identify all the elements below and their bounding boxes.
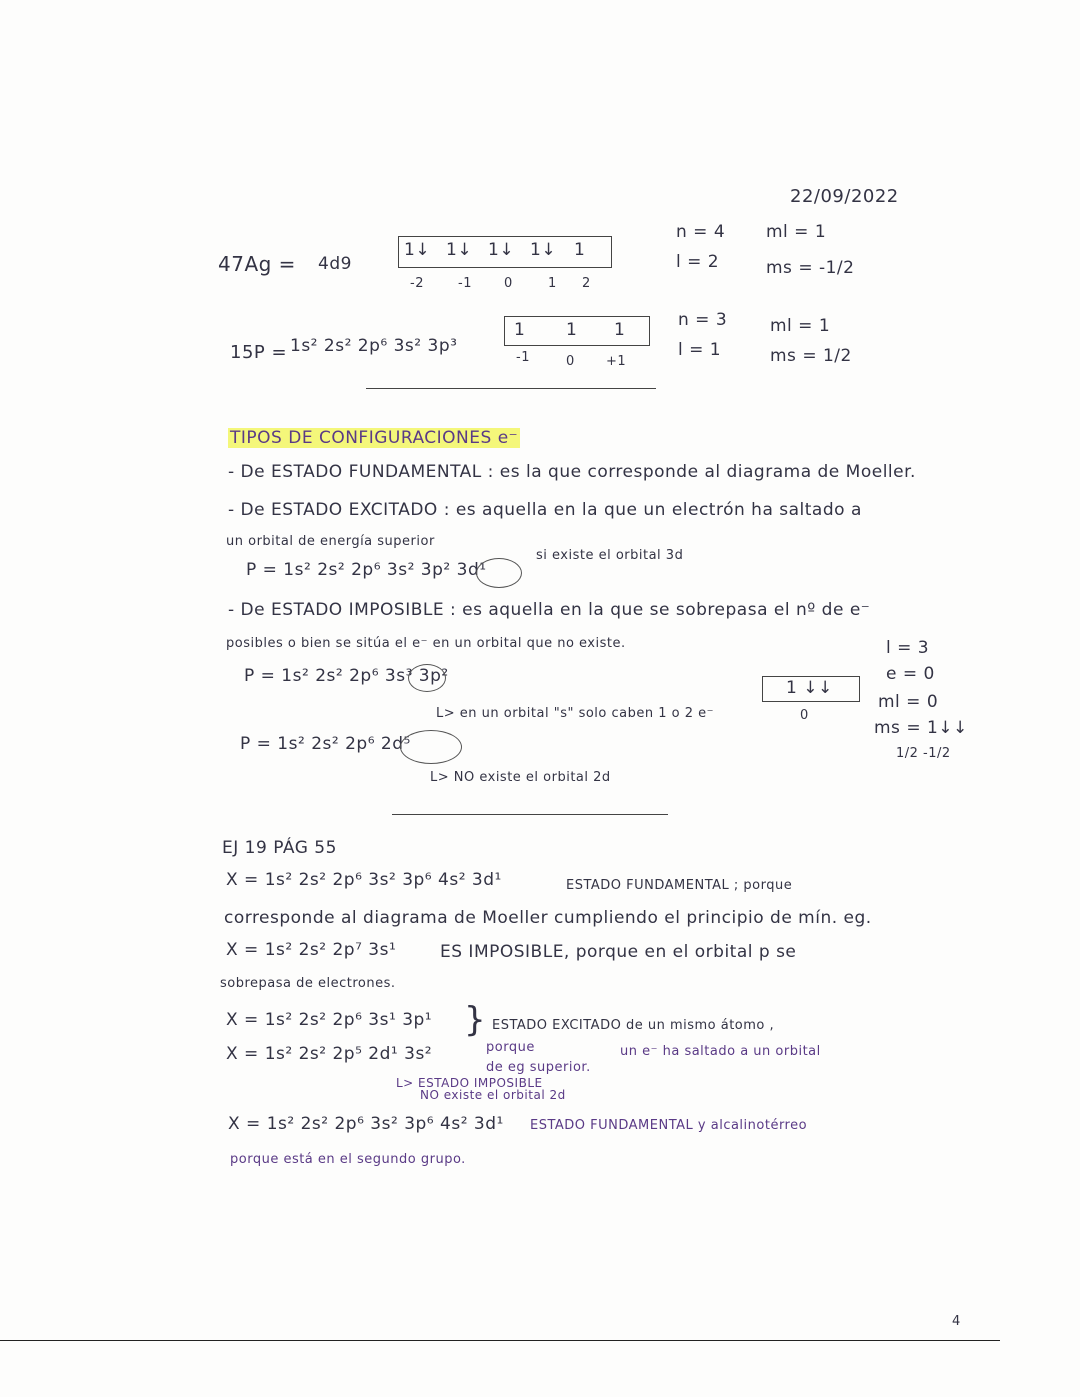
ag-box-1: 1↓ [404,240,431,260]
impossible-definition-1: - De ESTADO IMPOSIBLE : es aquella en la que se sobrepasa el nº de e⁻ [228,600,871,620]
p-box-2: 1 [566,320,578,340]
ex-line6-porque: porque [486,1040,535,1055]
circle-3d [476,558,522,588]
ex-line7: de eg superior. [486,1060,591,1075]
ex-line3-state: ES IMPOSIBLE, porque en el orbital p se [440,942,797,962]
ag-n: n = 4 [676,222,726,242]
ag-box-5: 1 [574,240,586,260]
ag-ml-5: 2 [582,276,591,291]
ex-line10-state: ESTADO FUNDAMENTAL y alcalinotérreo [530,1118,808,1133]
ex-line1-state: ESTADO FUNDAMENTAL ; porque [566,878,793,893]
ag-l: l = 2 [676,252,720,272]
p-ml-3: +1 [606,354,627,369]
divider-1 [366,388,656,389]
p-n: n = 3 [678,310,728,330]
ex-line6-config: X = 1s² 2s² 2p⁵ 2d¹ 3s² [226,1044,433,1064]
ex-line11: porque está en el segundo grupo. [230,1152,466,1167]
side-ml: ml = 0 [878,692,939,712]
ag-box-2: 1↓ [446,240,473,260]
ag-box-3: 1↓ [488,240,515,260]
types-heading: TIPOS DE CONFIGURACIONES e⁻ [230,428,519,448]
brace: } [464,1000,486,1040]
ex-line5-state: ESTADO EXCITADO de un mismo átomo , [492,1018,775,1033]
p-ms: ms = 1/2 [770,346,852,366]
impossible-example-2: P = 1s² 2s² 2p⁶ 2d⁵ [240,734,411,754]
ag-ml-2: -1 [458,276,472,291]
page-number: 4 [952,1314,961,1329]
circle-3s [408,664,446,692]
ag-config: 4d9 [318,254,352,274]
p-ml-2: 0 [566,354,575,369]
bottom-margin-line [0,1340,1000,1341]
ex-line8: L> ESTADO IMPOSIBLE [396,1076,543,1090]
ag-ml-4: 1 [548,276,557,291]
fundamental-definition: - De ESTADO FUNDAMENTAL : es la que corresponde al diagrama de Moeller. [228,462,916,482]
side-ms: ms = 1↓↓ [874,718,968,738]
impossible-note-1: L> en un orbital "s" solo caben 1 o 2 e⁻ [436,706,714,721]
impossible-example-1: P = 1s² 2s² 2p⁶ 3s³ 3p² [244,666,449,686]
ex-line10-config: X = 1s² 2s² 2p⁶ 3s² 3p⁶ 4s² 3d¹ [228,1114,504,1134]
p-config: 1s² 2s² 2p⁶ 3s² 3p³ [290,336,458,356]
excited-example: P = 1s² 2s² 2p⁶ 3s² 3p² 3d¹ [246,560,487,580]
p-box-3: 1 [614,320,626,340]
ag-ml-3: 0 [504,276,513,291]
ag-symbol: 47Ag = [218,252,296,276]
ex-line1-config: X = 1s² 2s² 2p⁶ 3s² 3p⁶ 4s² 3d¹ [226,870,502,890]
side-e: e = 0 [886,664,935,684]
ex-line6-right: un e⁻ ha saltado a un orbital [620,1044,821,1059]
impossible-definition-2: posibles o bien se sitúa el e⁻ en un orbital que no existe. [226,636,626,651]
ex-line4: sobrepasa de electrones. [220,976,396,991]
ex-line3-config: X = 1s² 2s² 2p⁷ 3s¹ [226,940,397,960]
ex-line2: corresponde al diagrama de Moeller cumpliendo el principio de mín. eg. [224,908,872,928]
ag-ml: ml = 1 [766,222,827,242]
divider-2 [392,814,668,815]
excited-definition-2: un orbital de energía superior [226,534,435,549]
excited-note: si existe el orbital 3d [536,548,684,563]
excited-definition-1: - De ESTADO EXCITADO : es aquella en la que un electrón ha saltado a [228,500,862,520]
p-l: l = 1 [678,340,722,360]
exercise-heading: EJ 19 PÁG 55 [222,838,337,858]
side-box-value: 1 ↓↓ [786,678,833,698]
p-symbol: 15P = [230,342,288,363]
side-box-ml: 0 [800,708,809,723]
ag-box-4: 1↓ [530,240,557,260]
p-ml-1: -1 [516,350,530,365]
impossible-note-2: L> NO existe el orbital 2d [430,770,611,785]
side-ms-values: 1/2 -1/2 [896,746,951,761]
p-ml: ml = 1 [770,316,831,336]
ag-ml-1: -2 [410,276,424,291]
ex-line9: NO existe el orbital 2d [420,1088,566,1102]
p-box-1: 1 [514,320,526,340]
circle-2d [400,730,462,764]
date: 22/09/2022 [790,186,899,207]
side-l: l = 3 [886,638,930,658]
ag-ms: ms = -1/2 [766,258,855,278]
ex-line5-config: X = 1s² 2s² 2p⁶ 3s¹ 3p¹ [226,1010,433,1030]
